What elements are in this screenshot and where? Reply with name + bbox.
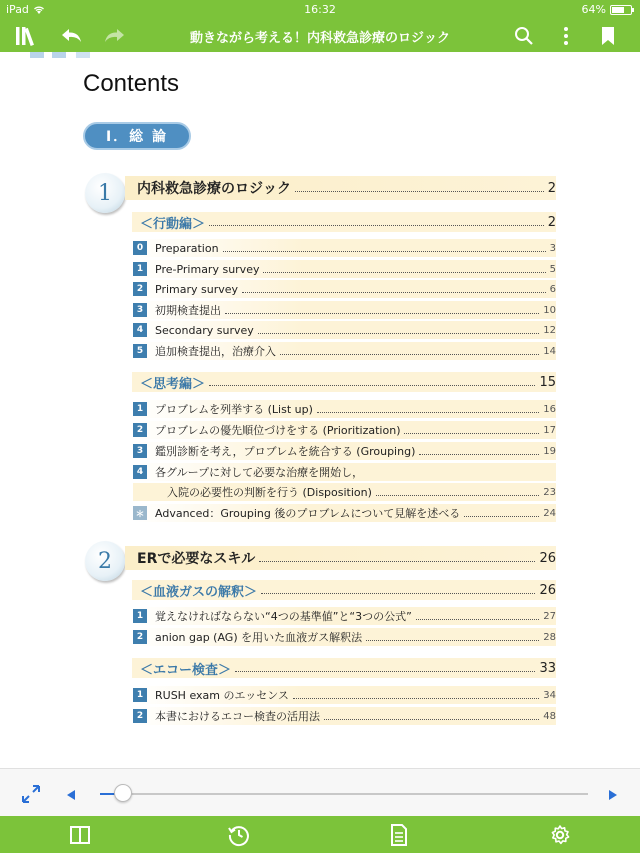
- leader-dots: [293, 698, 539, 699]
- part-badge: I．総 論: [83, 122, 191, 150]
- item-number: 2: [133, 282, 147, 296]
- section-title: ＜エコー検査＞: [140, 662, 232, 678]
- leader-dots: [464, 516, 539, 517]
- toc-item[interactable]: [133, 628, 556, 646]
- page-number: 26: [539, 550, 556, 566]
- item-label: プロブレムを列挙する (List up): [155, 403, 313, 416]
- leader-dots: [258, 333, 540, 334]
- toc-item[interactable]: [133, 421, 556, 439]
- item-label: 追加検査提出，治療介入: [155, 345, 276, 358]
- leader-dots: [209, 225, 544, 226]
- item-label: 覚えなければならない“4つの基準値”と“3つの公式”: [155, 610, 412, 623]
- page-number: 2: [547, 180, 556, 196]
- item-label: Advanced：Grouping 後のプロブレムについて見解を述べる: [155, 507, 461, 520]
- item-label: Pre-Primary survey: [155, 262, 260, 276]
- prev-page-icon: [64, 788, 78, 802]
- leader-dots: [324, 719, 539, 720]
- prev-page-button[interactable]: [64, 787, 78, 801]
- forward-button[interactable]: [102, 24, 126, 48]
- item-number: 2: [133, 709, 147, 723]
- status-time: 16:32: [304, 3, 336, 16]
- battery-fill: [612, 7, 624, 13]
- page-number: 16: [543, 403, 556, 415]
- page-number: 6: [549, 283, 556, 295]
- item-number: 2: [133, 630, 147, 644]
- bookmark-button[interactable]: [596, 24, 620, 48]
- leader-dots: [317, 412, 539, 413]
- fullscreen-button[interactable]: [20, 783, 42, 805]
- leader-dots: [263, 272, 545, 273]
- carrier-label: iPad: [6, 3, 29, 16]
- leader-dots: [404, 433, 539, 434]
- battery-percent: 64%: [581, 3, 606, 16]
- toc-item[interactable]: [133, 321, 556, 339]
- item-number: 1: [133, 609, 147, 623]
- chapter-title: ERで必要なスキル: [137, 551, 256, 567]
- item-label: 各グループに対して必要な治療を開始し，: [155, 466, 364, 479]
- page-number: 12: [543, 324, 556, 336]
- battery-icon: [610, 5, 632, 15]
- item-number: 4: [133, 323, 147, 337]
- page-number: 48: [543, 710, 556, 722]
- toc-item[interactable]: [133, 463, 556, 481]
- chapter-entry[interactable]: [125, 546, 556, 570]
- toc-item[interactable]: [133, 686, 556, 704]
- expand-icon: [20, 783, 42, 805]
- bookmark-icon: [601, 26, 615, 46]
- item-number: 1: [133, 402, 147, 416]
- battery: [582, 3, 632, 16]
- chapter-number-badge: 1: [85, 173, 125, 213]
- item-label: プロブレムの優先順位づけをする (Prioritization): [155, 424, 401, 437]
- item-number: 2: [133, 423, 147, 437]
- toc-item[interactable]: [133, 504, 556, 522]
- page-slider-bar: [0, 768, 640, 816]
- page-decoration: [30, 52, 98, 62]
- more-button[interactable]: [554, 24, 578, 48]
- book-title: 動きながら考える！内科救急診療のロジック: [189, 31, 450, 46]
- top-toolbar: [0, 20, 640, 52]
- item-number: 3: [133, 303, 147, 317]
- chapter-title: 内科救急診療のロジック: [137, 181, 291, 197]
- book-page[interactable]: [0, 52, 640, 768]
- toc-item[interactable]: [133, 707, 556, 725]
- item-number: 3: [133, 444, 147, 458]
- toc-item[interactable]: [133, 442, 556, 460]
- page-number: 24: [543, 507, 556, 519]
- library-icon: [15, 26, 37, 46]
- section-entry[interactable]: [132, 372, 556, 392]
- item-number: ＊: [133, 506, 147, 520]
- toc-item[interactable]: [133, 280, 556, 298]
- document-icon: [390, 824, 408, 846]
- leader-dots: [261, 593, 535, 594]
- page-number: 15: [539, 374, 556, 390]
- undo-icon: [61, 28, 83, 44]
- item-number: 1: [133, 262, 147, 276]
- book-layout-icon: [69, 825, 91, 845]
- item-number: 1: [133, 688, 147, 702]
- section-entry[interactable]: [132, 580, 556, 600]
- toc-item-continuation[interactable]: [133, 483, 556, 501]
- item-label: 本書におけるエコー検査の活用法: [155, 710, 320, 723]
- status-bar: [0, 0, 640, 20]
- toc-button[interactable]: [387, 823, 411, 847]
- leader-dots: [376, 495, 539, 496]
- item-number: 5: [133, 344, 147, 358]
- toc-item[interactable]: [133, 239, 556, 257]
- leader-dots: [235, 671, 535, 672]
- page-slider-thumb[interactable]: [114, 784, 132, 802]
- redo-icon: [103, 28, 125, 44]
- section-entry[interactable]: [132, 212, 556, 232]
- section-title: ＜思考編＞: [140, 376, 206, 392]
- page-layout-button[interactable]: [68, 823, 92, 847]
- page-number: 10: [543, 304, 556, 316]
- chapter-number-badge: 2: [85, 541, 125, 581]
- item-label: 鑑別診断を考え，プロブレムを統合する (Grouping): [155, 445, 416, 458]
- toc-item[interactable]: [133, 260, 556, 278]
- history-button[interactable]: [227, 823, 251, 847]
- toc-item[interactable]: [133, 400, 556, 418]
- more-vertical-icon: [563, 26, 569, 46]
- section-title: ＜行動編＞: [140, 216, 206, 232]
- page-slider-fill: [100, 793, 115, 795]
- leader-dots: [223, 251, 546, 252]
- leader-dots: [366, 640, 539, 641]
- leader-dots: [209, 385, 535, 386]
- leader-dots: [259, 561, 535, 562]
- page-number: 14: [543, 345, 556, 357]
- section-title: ＜血液ガスの解釈＞: [140, 584, 258, 600]
- toc-item[interactable]: [133, 301, 556, 319]
- gear-icon: [549, 824, 571, 846]
- leader-dots: [416, 619, 539, 620]
- next-page-button[interactable]: [606, 787, 620, 801]
- item-label: Primary survey: [155, 282, 239, 296]
- page-number: 34: [543, 689, 556, 701]
- settings-button[interactable]: [548, 823, 572, 847]
- library-button[interactable]: [14, 24, 38, 48]
- page-number: 23: [543, 486, 556, 498]
- page-number: 3: [549, 242, 556, 254]
- contents-heading: Contents: [83, 70, 180, 97]
- leader-dots: [295, 191, 544, 192]
- search-icon: [514, 26, 534, 46]
- leader-dots: [280, 354, 539, 355]
- item-label: 初期検査提出: [155, 304, 221, 317]
- item-label: Secondary survey: [155, 323, 254, 337]
- item-label: RUSH exam のエッセンス: [155, 689, 289, 702]
- page-number: 2: [547, 214, 556, 230]
- bottom-toolbar: [0, 816, 640, 853]
- item-label: anion gap (AG) を用いた血液ガス解釈法: [155, 631, 363, 644]
- page-number: 28: [543, 631, 556, 643]
- page-number: 17: [543, 424, 556, 436]
- leader-dots: [225, 313, 539, 314]
- item-number: 0: [133, 241, 147, 255]
- next-page-icon: [606, 788, 620, 802]
- toc-item[interactable]: [133, 607, 556, 625]
- page-number: 19: [543, 445, 556, 457]
- back-button[interactable]: [60, 24, 84, 48]
- section-entry[interactable]: [132, 658, 556, 678]
- page-number: 33: [539, 660, 556, 676]
- item-label: Preparation: [155, 241, 219, 255]
- leader-dots: [242, 292, 546, 293]
- history-icon: [227, 823, 251, 847]
- page-slider-track[interactable]: [100, 793, 588, 795]
- page-number: 5: [549, 263, 556, 275]
- item-number: 4: [133, 465, 147, 479]
- page-number: 27: [543, 610, 556, 622]
- chapter-entry[interactable]: [125, 176, 556, 200]
- page-number: 26: [539, 582, 556, 598]
- search-button[interactable]: [512, 24, 536, 48]
- leader-dots: [419, 454, 539, 455]
- toc-item[interactable]: [133, 342, 556, 360]
- item-label: 入院の必要性の判断を行う (Disposition): [167, 486, 372, 499]
